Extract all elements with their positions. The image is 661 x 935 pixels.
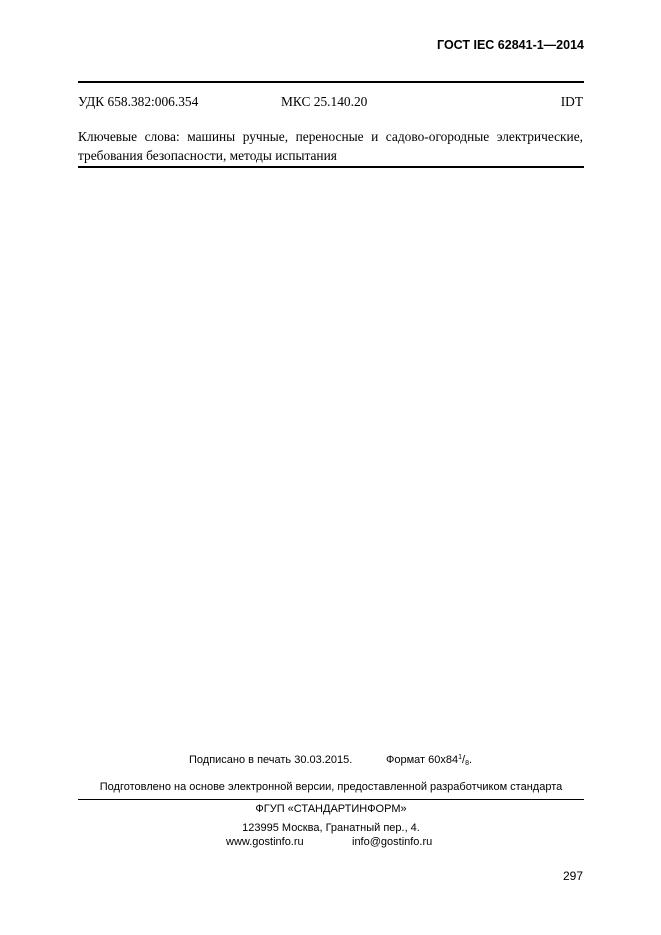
top-rule: [78, 81, 584, 83]
format-slash: /: [462, 754, 466, 766]
page-number: 297: [562, 869, 583, 883]
prepared-note: Подготовлено на основе электронной версии, предоставленной разработчиком стандарта: [99, 781, 563, 793]
keywords-bottom-rule: [78, 166, 584, 168]
imprint-rule: [78, 799, 584, 800]
classification-row: [78, 94, 583, 112]
publisher-website: www.gostinfo.ru: [226, 836, 304, 848]
format-denominator: 8: [465, 760, 469, 767]
udk-code: УДК 658.382:006.354: [78, 94, 199, 109]
paper-format: [386, 754, 472, 767]
signed-date: Подписано в печать 30.03.2015.: [189, 754, 353, 766]
standard-code-header: ГОСТ IEC 62841-1—2014: [437, 38, 584, 52]
keywords-line-1: Ключевые слова: машины ручные, переносные и садово-огородные электрические,: [78, 129, 583, 144]
publisher-name: ФГУП «СТАНДАРТИНФОРМ»: [255, 803, 407, 815]
idt-label: IDT: [560, 94, 583, 109]
publisher-address: 123995 Москва, Гранатный пер., 4.: [242, 822, 420, 834]
keywords-line-2: требования безопасности, методы испытания: [78, 148, 337, 163]
format-suffix: .: [468, 754, 473, 766]
format-prefix: Формат 60x84: [386, 754, 459, 766]
mks-code: МКС 25.140.20: [281, 94, 368, 109]
publisher-email: info@gostinfo.ru: [352, 836, 433, 848]
keywords-block: [78, 127, 583, 165]
format-numerator: 1: [458, 754, 463, 761]
